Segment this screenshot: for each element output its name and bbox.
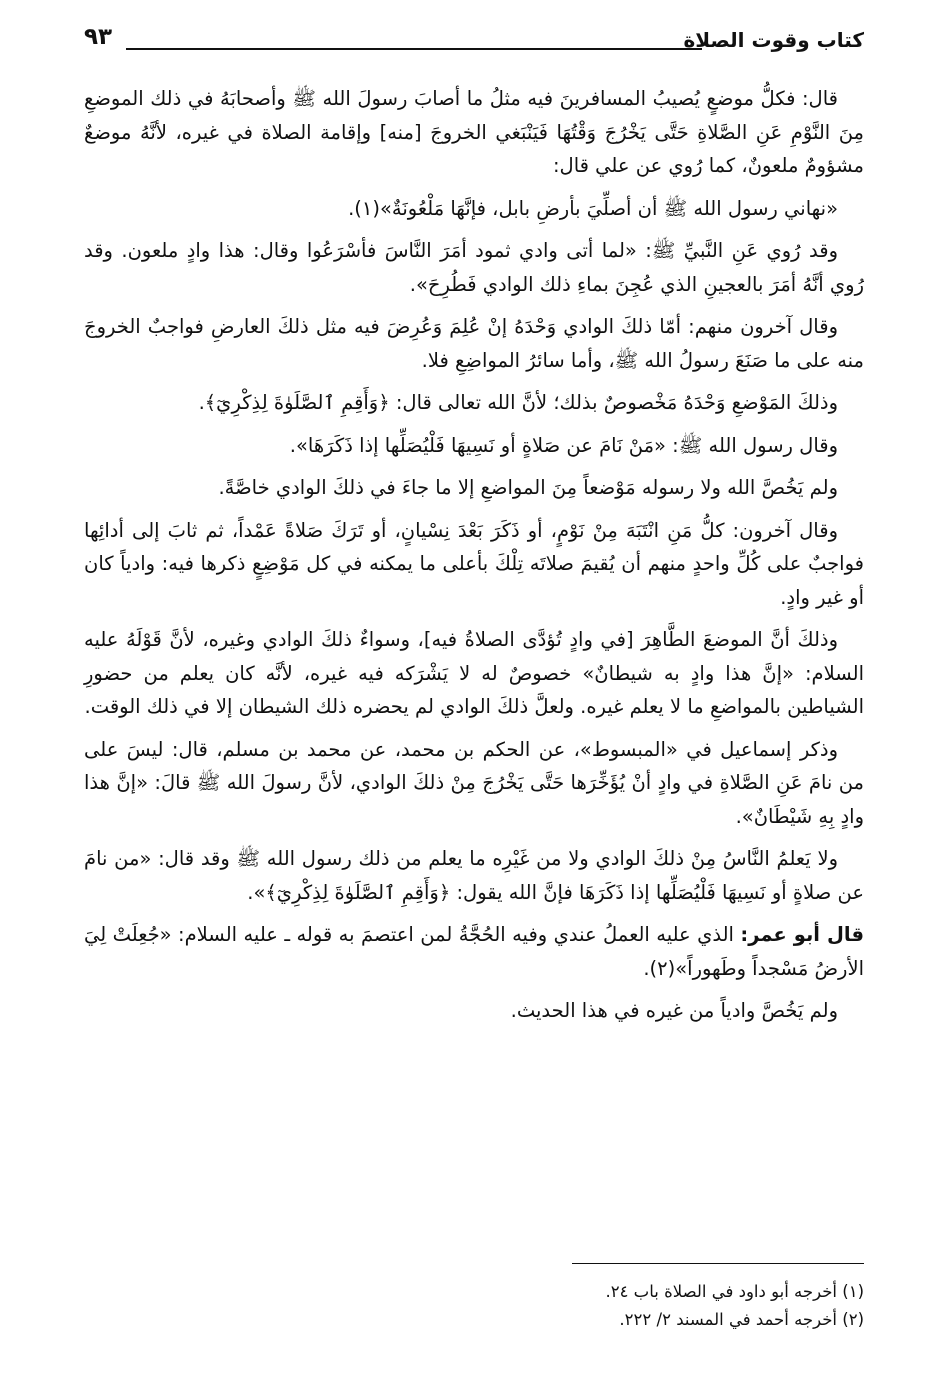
paragraph-1: قال: فكلُّ موضعٍ يُصيبُ المسافرينَ فيه مثلُ ما أصابَ رسولَ الله ﷺ وأصحابَهُ في ذلك الموضعِ مِنَ النَّوْمِ عَنِ الصَّلاةِ حَتَّى يَخْرُجَ وَقْتُهَا فَيَنْبَغي الخروجَ [منه] وإقامة الصلاة في غيره، لأنَّهُ موضعٌ مشؤومٌ ملعونٌ، كما رُوي عن علي قال:: [84, 87, 864, 177]
lead-phrase: قال أبو عمر:: [740, 923, 864, 946]
header-rule: [126, 48, 702, 50]
footnotes: [84, 1263, 864, 1334]
paragraph-4: وقال آخرون منهم: أمّا ذلكَ الوادي وَحْدَهُ إنْ عُلِمَ وَعُرِضَ فيه مثل ذلكَ العارضِ فواجبٌ الخروجَ منه على ما صَنَعَ رسولُ الله ﷺ، وأما سائرُ المواضِعِ فلا.: [84, 315, 864, 372]
footnote-list: [84, 1278, 864, 1334]
footnote-2: (٢) أخرجه أحمد في المسند ٢/ ٢٢٢.: [619, 1310, 864, 1329]
paragraph-7: ولم يَخُصَّ الله ولا رسوله مَوْضعاً مِنَ المواضعِ إلا ما جاءَ في ذلكَ الوادي خاصَّةً.: [218, 476, 838, 499]
paragraph-2: «نهاني رسول الله ﷺ أن أصلِّيَ بأرضِ بابل، فإنَّهَا مَلْعُونَةٌ»(١).: [348, 196, 838, 220]
paragraph-3: وقد رُوي عَنِ النَّبيِّ ﷺ: «لما أتى وادي ثمود أمَرَ النَّاسَ فأسْرَعُوا وقال: هذا وادٍ ملعون. وقد رُوي أنَّهُ أمَرَ بالعجينِ الذي عُجِنَ بماءِ ذلك الوادي فَطُرِحَ».: [84, 239, 864, 296]
footnote-rule: [572, 1263, 864, 1264]
paragraph-10: وذكر إسماعيل في «المبسوط»، عن الحكم بن محمد، عن محمد بن مسلم، قال: ليسَ على من نامَ عَنِ الصَّلاةِ في وادٍ أنْ يُؤَخِّرَها حَتَّى يَخْرُجَ مِنْ ذلكَ الوادي، لأنَّ رسولَ الله ﷺ قالَ: «إنَّ هذا وادٍ بِهِ شَيْطَانٌ».: [84, 737, 864, 828]
paragraph-11: ولا يَعلمُ النَّاسُ مِنْ ذلكَ الوادي ولا من غَيْرِه ما يعلم من ذلك رسول الله ﷺ وقد قال: «من نامَ عن صلاةٍ أو نَسِيهَا فَلْيُصَلِّها إذا ذَكَرَهَا فإنَّ الله يقول: ﴿وَأَقِمِ ٱلصَّلَوٰةَ لِذِكْرِيٓ﴾».: [84, 847, 864, 904]
page: [84, 22, 864, 1037]
body-text: [84, 82, 864, 1028]
book-title: كتاب وقوت الصلاة: [683, 28, 864, 52]
paragraph-6: وقال رسول الله ﷺ: «مَنْ نَامَ عن صَلاةٍ أو نَسِيهَا فَلْيُصَلِّها إذا ذَكَرَهَا».: [289, 433, 838, 457]
paragraph-12: [84, 918, 864, 985]
running-head: [84, 22, 864, 64]
paragraph-13: ولم يَخُصَّ وادياً من غيره في هذا الحديث.: [510, 999, 838, 1022]
paragraph-8: وقال آخرون: كلُّ مَنِ انْتَبَهَ مِنْ نَوْمٍ، أو ذَكَرَ بَعْدَ نِسْيانٍ، أو تَرَكَ صَلاةً عَمْداً، ثم ثابَ إلى أدائِها فواجبٌ على كُلِّ واحدٍ منهم أن يُقيمَ صلاتَه تِلْكَ بأعلى ما يمكنه في كل مَوْضِعٍ ذكرها فيه: وادياً كان أو غير وادٍ.: [84, 518, 864, 609]
paragraph-12-text: الذي عليه العملُ عندي وفيه الحُجَّةُ لمن اعتصمَ به قوله ـ عليه السلام: «جُعِلَتْ لِيَ الأرضُ مَسْجداً وطَهوراً»(٢).: [84, 923, 864, 980]
footnote-1: (١) أخرجه أبو داود في الصلاة باب ٢٤.: [605, 1282, 864, 1301]
paragraph-5: وذلكَ المَوْضعِ وَحْدَهُ مَخْصوصٌ بذلك؛ لأنَّ الله تعالى قال: ﴿وَأَقِمِ ٱلصَّلَوٰةَ لِذِكْرِيٓ﴾.: [198, 391, 838, 414]
page-number: ٩٣: [84, 24, 113, 50]
paragraph-9: وذلكَ أنَّ الموضعَ الطَّاهِرَ [في وادٍ تُؤدَّى الصلاةُ فيه]، وسواءٌ ذلكَ الوادي وغيره، لأنَّ قَوْلَهُ عليه السلام: «إنَّ هذا وادٍ به شيطانٌ» خصوصٌ له لا يَشْرَكه فيه غيره، لأنَّه كان يعلم من حضورِ الشياطين بالمواضعِ ما لا يعلم غيره. ولعلَّ ذلكَ الوادي لم يحضره ذلك الشيطان إلا في ذلك الوقت.: [84, 628, 864, 718]
